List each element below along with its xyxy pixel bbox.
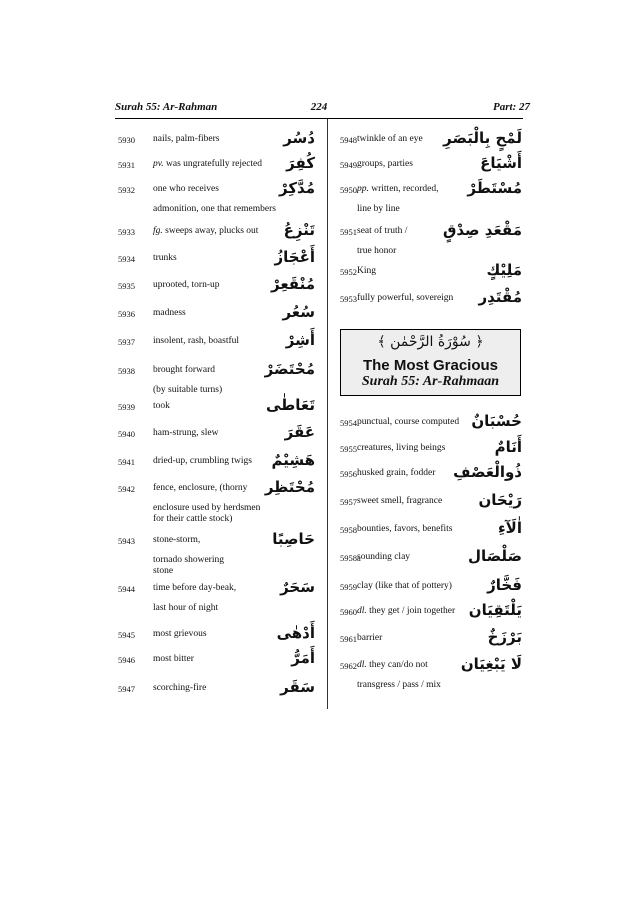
meaning-continuation: last hour of night — [153, 603, 219, 613]
entry-number: 5956 — [340, 469, 357, 479]
entry-meaning — [357, 524, 453, 535]
entry-meaning — [357, 184, 439, 195]
grammar-abbreviation: dl. — [357, 606, 367, 616]
part-label: Part: 27 — [493, 101, 530, 113]
meaning-text: ham-strung, slew — [153, 428, 219, 438]
entry-meaning — [357, 660, 428, 671]
entry-meaning — [153, 428, 218, 439]
entry-meaning — [153, 253, 177, 264]
meaning-text: they can/do not — [366, 660, 428, 670]
surah-arabic-heading: ﴿ سُوْرَةُ الرَّحْمٰن ﴾ — [377, 334, 484, 350]
entry-number: 5936 — [118, 309, 135, 319]
entry-meaning — [357, 468, 435, 479]
arabic-word: مُقْتَدِر — [478, 288, 522, 306]
meaning-text: sweeps away, plucks out — [162, 226, 259, 236]
meaning-continuation: line by line — [357, 204, 400, 214]
meaning-continuation: (by suitable turns) — [153, 385, 223, 395]
entry-number: 5946 — [118, 655, 135, 665]
entry-number: 5939 — [118, 402, 135, 412]
entry-number: 5957 — [340, 497, 357, 507]
entry-meaning — [153, 401, 170, 412]
meaning-text: twinkle of an eye — [357, 134, 423, 144]
arabic-word: رَيْحَان — [478, 491, 522, 509]
meaning-text: was ungratefully rejected — [163, 159, 263, 169]
meaning-text: King — [357, 266, 376, 276]
entry-number: 5940 — [118, 429, 135, 439]
entry-number: 5938 — [118, 366, 135, 376]
entry-number: 5932 — [118, 185, 135, 195]
entry-meaning — [357, 293, 453, 304]
meaning-text: creatures, living beings — [357, 443, 446, 453]
arabic-word: مُسْتَطَرْ — [467, 179, 522, 197]
meaning-text: uprooted, torn-up — [153, 280, 220, 290]
arabic-word: بَرْزَخٌ — [487, 628, 522, 646]
entry-number: 5958a — [340, 553, 361, 563]
grammar-abbreviation: pv. — [153, 159, 164, 169]
meaning-text: fully powerful, sovereign — [357, 293, 454, 303]
meaning-text: dried-up, crumbling twigs — [153, 456, 252, 466]
arabic-word: ذُوالْعَصْفِ — [453, 463, 522, 481]
entry-meaning — [357, 606, 455, 617]
entry-number: 5949 — [340, 160, 357, 170]
header-rule — [115, 118, 523, 119]
entry-number: 5930 — [118, 135, 135, 145]
surah-english-title: The Most Gracious — [362, 357, 499, 374]
arabic-word: اٰلَآءِ — [498, 519, 522, 537]
entry-number: 5958 — [340, 525, 357, 535]
entry-number: 5944 — [118, 584, 135, 594]
arabic-word: كُفِرَ — [286, 154, 315, 172]
arabic-word: حُسْبَانٌ — [471, 412, 522, 430]
entry-meaning — [357, 226, 407, 237]
meaning-text: scorching-fire — [153, 683, 207, 693]
meaning-text: stone-storm, — [153, 535, 201, 545]
meaning-text: fence, enclosure, (thorny — [153, 483, 248, 493]
entry-meaning — [153, 629, 207, 640]
entry-meaning — [153, 483, 247, 494]
arabic-word: عَقَرَ — [284, 423, 315, 441]
meaning-text: sweet smell, fragrance — [357, 496, 443, 506]
meaning-text: most bitter — [153, 654, 194, 664]
grammar-abbreviation: dl. — [357, 660, 367, 670]
entry-number: 5931 — [118, 160, 135, 170]
entry-meaning — [357, 496, 442, 507]
arabic-word: دُسُر — [283, 129, 315, 147]
meaning-text: groups, parties — [357, 159, 413, 169]
entry-meaning — [357, 552, 410, 563]
arabic-word: سَحَرٌ — [280, 578, 315, 596]
entry-meaning — [357, 633, 382, 644]
entry-meaning — [153, 134, 219, 145]
meaning-text: they get / join together — [366, 606, 456, 616]
arabic-word: صَلْصَال — [467, 547, 522, 565]
entry-meaning — [153, 280, 220, 291]
entry-number: 5959 — [340, 582, 357, 592]
arabic-word: تَعَاطٰى — [265, 396, 315, 414]
arabic-word: هَشِيْمٌ — [271, 451, 315, 469]
entry-meaning — [153, 583, 236, 594]
arabic-word: مُدَّكِرْ — [278, 179, 315, 197]
meaning-text: time before day-beak, — [153, 583, 237, 593]
arabic-word: يَلْتَقِيَان — [468, 601, 522, 619]
entry-number: 5947 — [118, 684, 135, 694]
arabic-word: حَاصِبًا — [272, 530, 315, 548]
entry-number: 5948 — [340, 135, 357, 145]
entry-number: 5942 — [118, 484, 135, 494]
entry-meaning — [357, 581, 452, 592]
entry-number: 5951 — [340, 227, 357, 237]
arabic-word: فَخَّارٌ — [487, 576, 522, 594]
meaning-text: brought forward — [153, 365, 215, 375]
entry-number: 5937 — [118, 337, 135, 347]
surah-subtitle: Surah 55: Ar-Rahmaan — [361, 374, 500, 389]
surah-title-box — [340, 329, 521, 396]
entry-meaning — [357, 134, 423, 145]
entry-number: 5941 — [118, 457, 135, 467]
meaning-text: punctual, course computed — [357, 417, 460, 427]
entry-meaning — [153, 336, 239, 347]
entry-number: 5935 — [118, 281, 135, 291]
arabic-word: سَقَر — [280, 678, 315, 696]
entry-number: 5933 — [118, 227, 135, 237]
meaning-continuation: enclosure used by herdsmen for their cattle stock) — [153, 503, 261, 524]
arabic-word: مُنْقَعِرْ — [270, 275, 315, 293]
entry-meaning — [153, 226, 258, 237]
meaning-text: sounding clay — [357, 552, 411, 562]
entry-number: 5934 — [118, 254, 135, 264]
meaning-text: insolent, rash, boastful — [153, 336, 240, 346]
arabic-word: أَمَرُّ — [291, 649, 315, 667]
entry-meaning — [153, 159, 262, 170]
meaning-text: madness — [153, 308, 186, 318]
entry-meaning — [357, 443, 445, 454]
arabic-word: أَدْهٰى — [276, 624, 315, 642]
entry-meaning — [153, 654, 194, 665]
meaning-text: nails, palm-fibers — [153, 134, 220, 144]
arabic-word: أَعْجَازُ — [274, 248, 315, 266]
arabic-word: مَلِيْكٍ — [486, 261, 522, 279]
entry-number: 5952 — [340, 267, 357, 277]
entry-number: 5954 — [340, 418, 357, 428]
entry-meaning — [357, 266, 376, 277]
entry-number: 5950 — [340, 185, 357, 195]
entry-number: 5962 — [340, 661, 357, 671]
arabic-word: تَنْزِعُ — [283, 221, 315, 239]
arabic-word: سُعُر — [282, 303, 315, 321]
meaning-text: most grievous — [153, 629, 207, 639]
entry-meaning — [153, 456, 252, 467]
arabic-word: مُحْتَظِر — [264, 478, 315, 496]
entry-meaning — [153, 184, 219, 195]
entry-number: 5955 — [340, 444, 357, 454]
entry-number: 5961 — [340, 634, 357, 644]
entry-meaning — [357, 417, 459, 428]
entry-number: 5960 — [340, 607, 357, 617]
meaning-text: one who receives — [153, 184, 219, 194]
meaning-continuation: admonition, one that remembers — [153, 204, 276, 214]
arabic-word: لَمْحٍ بِالْبَصَرِ — [443, 129, 522, 147]
entry-number: 5953 — [340, 294, 357, 304]
arabic-word: أَشِرْ — [285, 331, 315, 349]
arabic-word: أَشْيَاعَ — [480, 154, 522, 172]
entry-meaning — [357, 159, 413, 170]
entry-meaning — [153, 308, 186, 319]
arabic-word: لَا يَبْغِيَان — [460, 655, 522, 673]
page-number: 224 — [310, 101, 328, 113]
running-head-title: Surah 55: Ar-Rahman — [115, 101, 218, 113]
meaning-text: took — [153, 401, 170, 411]
meaning-text: barrier — [357, 633, 383, 643]
meaning-text: seat of truth / — [357, 226, 408, 236]
meaning-continuation: transgress / pass / mix — [357, 680, 441, 690]
entry-number: 5945 — [118, 630, 135, 640]
meaning-text: husked grain, fodder — [357, 468, 436, 478]
grammar-abbreviation: fg. — [153, 226, 163, 236]
meaning-text: clay (like that of pottery) — [357, 581, 452, 591]
entry-meaning — [153, 683, 206, 694]
arabic-word: مَقْعَدِ صِدْقٍ — [442, 221, 522, 239]
meaning-continuation: true honor — [357, 246, 397, 256]
arabic-word: أَنَامٌ — [494, 438, 522, 456]
arabic-word: مُحْتَضَرْ — [264, 360, 315, 378]
meaning-text: bounties, favors, benefits — [357, 524, 453, 534]
entry-meaning — [153, 365, 215, 376]
entry-number: 5943 — [118, 536, 135, 546]
meaning-continuation: tornado showering stone — [153, 555, 224, 576]
entry-meaning — [153, 535, 200, 546]
column-divider — [327, 119, 328, 709]
meaning-text: written, recorded, — [368, 184, 439, 194]
grammar-abbreviation: pp. — [357, 184, 369, 194]
meaning-text: trunks — [153, 253, 177, 263]
